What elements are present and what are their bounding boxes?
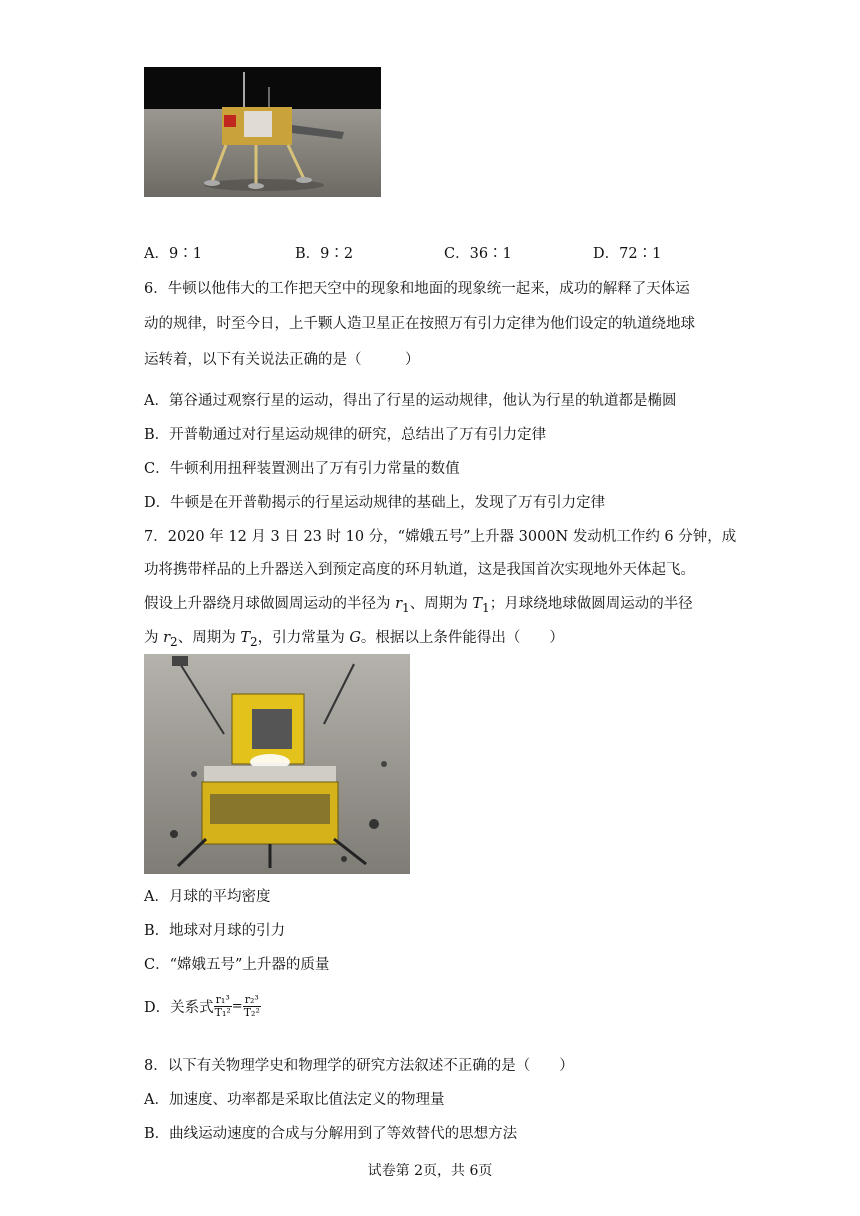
q7-option-b: B．地球对月球的引力 [144,923,286,939]
q6-option-d: D．牛顿是在开普勒揭示的行星运动规律的基础上，发现了万有引力定律 [144,495,606,511]
q7-stem-line-1: 7．2020 年 12 月 3 日 23 时 10 分，“嫦娥五号”上升器 3000N 发动机工作约 6 分钟，成 [144,529,737,545]
option-c: C．36∶1 [444,246,512,262]
q6-option-a: A．第谷通过观察行星的运动，得出了行星的运动规律，他认为行星的轨道都是椭圆 [144,393,677,409]
lunar-lander-photo [144,67,381,197]
q6-stem-line-1: 6．牛顿以他伟大的工作把天空中的现象和地面的现象统一起来，成功的解释了天体运 [144,281,690,297]
q6-stem-line-2: 动的规律，时至今日，上千颗人造卫星正在按照万有引力定律为他们设定的轨道绕地球 [144,316,695,332]
q8-stem: 8．以下有关物理学史和物理学的研究方法叙述不正确的是（ ） [144,1058,574,1074]
q7-option-a: A．月球的平均密度 [144,889,271,905]
answer-options-q5 [144,242,704,262]
option-b: B．9∶2 [295,246,354,262]
formula-fraction-right: $\frac{\text{r₂³}}{\text{T₂²}}$ [243,993,260,1019]
change5-ascender-photo [144,654,410,874]
q6-option-b: B．开普勒通过对行星运动规律的研究，总结出了万有引力定律 [144,427,547,443]
q8-option-b: B．曲线运动速度的合成与分解用到了等效替代的思想方法 [144,1126,518,1142]
page-footer: 试卷第 2页，共 6页 [367,1163,493,1179]
q7-stem-line-2: 功将携带样品的上升器送入到预定高度的环月轨道，这是我国首次实现地外天体起飞。 [144,562,695,578]
q7-option-c: C．“嫦娥五号”上升器的质量 [144,957,330,973]
q6-stem-line-3: 运转着，以下有关说法正确的是（ ） [144,352,420,368]
q6-option-c: C．牛顿利用扭秤装置测出了万有引力常量的数值 [144,461,460,477]
q7-option-d: D．关系式 $\frac{\text{r₁³}}{\text{T₁²}}$ = $\frac{\text{r₂³}}{\text{T₂²}}$ [144,993,260,1019]
q7-stem-line-3: 假设上升器绕月球做圆周运动的半径为 $r_1$、周期为 $T_1$；月球绕地球做圆周运动的半径 [144,596,693,615]
formula-fraction-left: $\frac{\text{r₁³}}{\text{T₁²}}$ [214,993,231,1019]
option-a: A．9∶1 [144,246,202,262]
option-d: D．72∶1 [593,246,662,262]
q7-stem-line-4: 为 $r_2$、周期为 $T_2$，引力常量为 G。根据以上条件能得出（ ） [144,630,564,649]
q8-option-a: A．加速度、功率都是采取比值法定义的物理量 [144,1092,445,1108]
